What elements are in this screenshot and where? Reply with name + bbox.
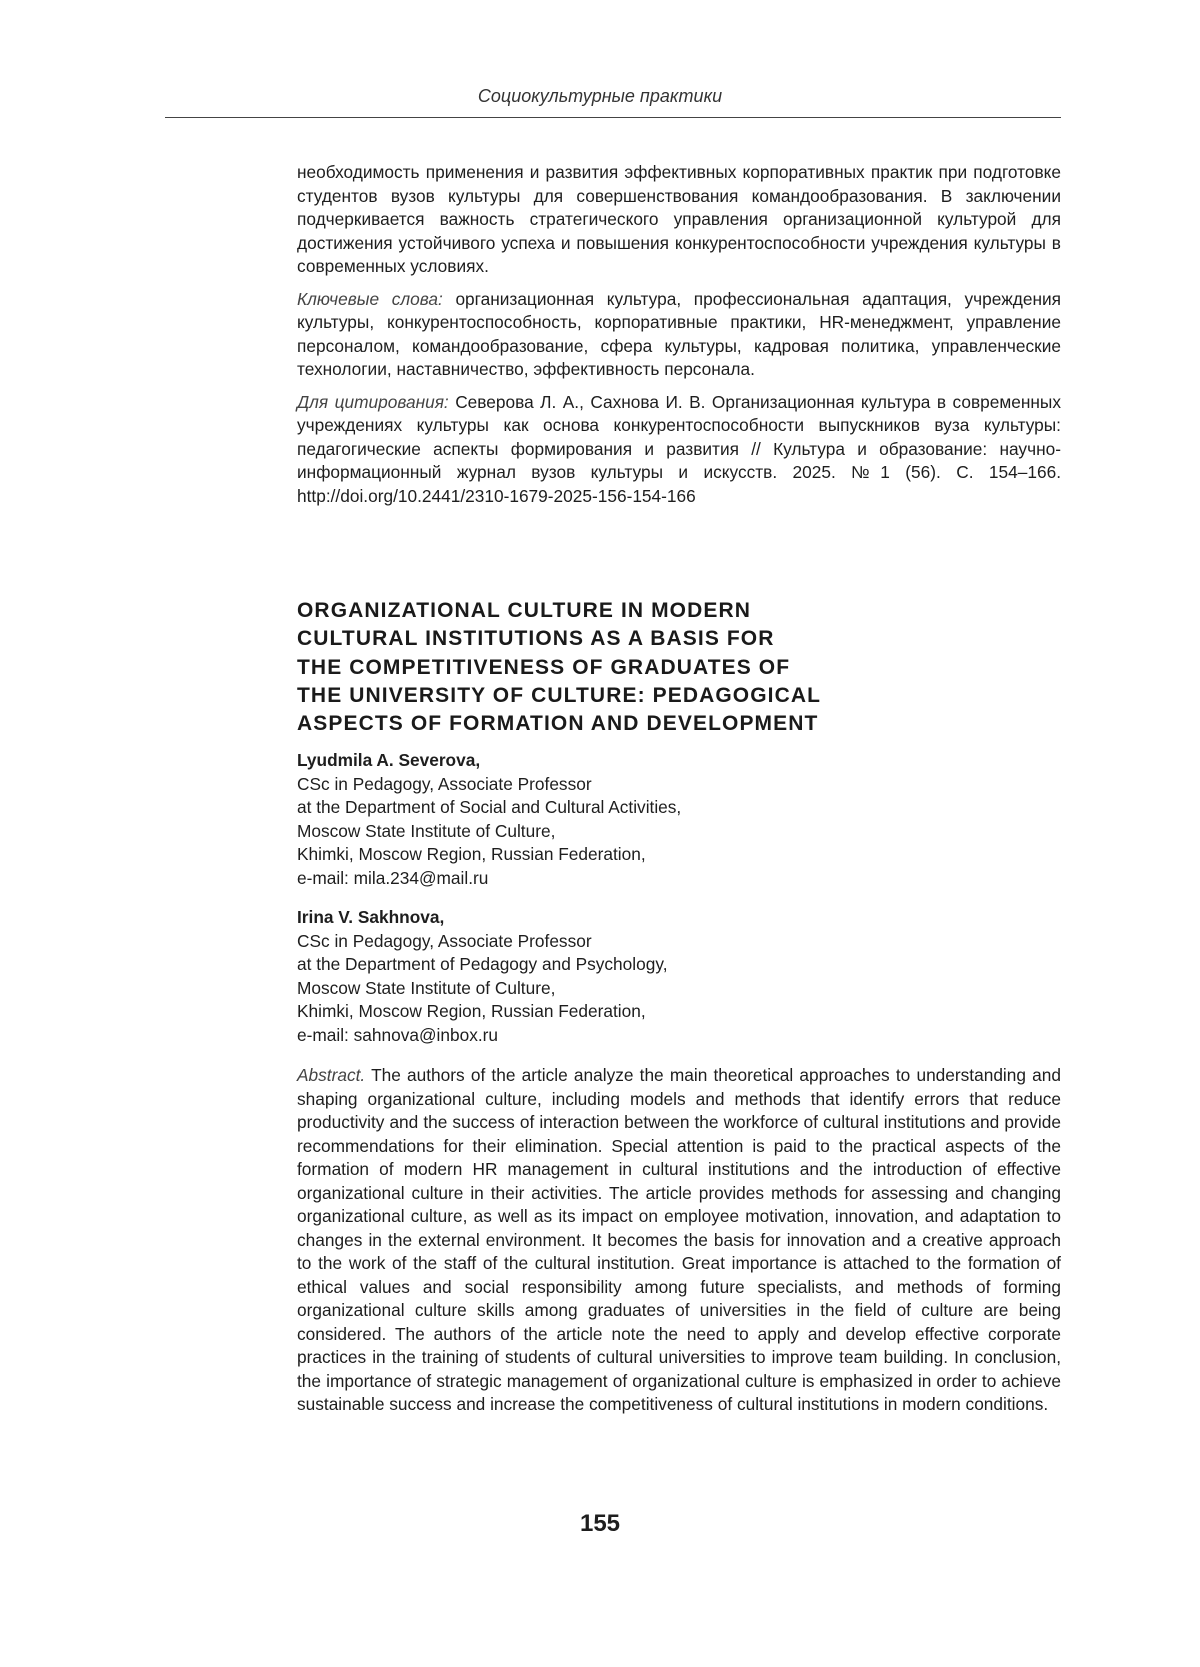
abstract-label: Abstract. [297, 1065, 366, 1085]
title-line: ORGANIZATIONAL CULTURE IN MODERN [297, 599, 752, 622]
author-location: Khimki, Moscow Region, Russian Federation, [297, 844, 646, 864]
author-institution: Moscow State Institute of Culture, [297, 977, 556, 998]
running-title: Социокультурные практики [477, 86, 723, 106]
author-department: at the Department of Social and Cultural Activities, [297, 797, 682, 817]
citation-text: Северова Л. А., Сахнова И. В. Организационная культура в современных учреждениях культуры как основа конкурентоспособности выпускников вуза культуры: педагогические аспекты формирования и развития // Культура и образование: научно-информационный журнал вузов культуры и искусств. 2025. №1 (56). С. 154–166. http://doi.org/10.2441/2310-1679-2025-156-154-166 [297, 391, 1061, 506]
title-line: THE UNIVERSITY OF CULTURE: PEDAGOGICAL [297, 683, 822, 707]
author-name: Irina V. Sakhnova, [297, 907, 445, 927]
russian-abstract-continuation: необходимость применения и развития эффективных корпоративных практик при подготовке студентов вузов культуры для совершенствования командообразования. В заключении подчеркивается важность стратегического управления организационной культурой для достижения устойчивого успеха и повышения конкурентоспособности учреждения культуры в современных условиях. [297, 162, 1061, 276]
author-email: e-mail: sahnova@inbox.ru [297, 1024, 499, 1045]
page-number: 155 [579, 1510, 621, 1537]
author-degree: CSc in Pedagogy, Associate Professor [297, 930, 592, 951]
author-block-sakhnova [297, 906, 1061, 1047]
title-line: THE COMPETITIVENESS OF GRADUATES OF [297, 655, 791, 679]
author-email: e-mail: mila.234@mail.ru [297, 867, 489, 888]
english-article-title [297, 597, 897, 738]
keywords-label: Ключевые слова: [297, 288, 443, 309]
citation-paragraph [297, 391, 1061, 509]
keywords-paragraph [297, 288, 1061, 382]
author-department: at the Department of Pedagogy and Psychology, [297, 954, 668, 974]
author-block-severova [297, 749, 1061, 890]
author-name: Lyudmila A. Severova, [297, 750, 481, 770]
author-institution: Moscow State Institute of Culture, [297, 820, 556, 841]
author-location: Khimki, Moscow Region, Russian Federation, [297, 1001, 646, 1021]
author-degree: CSc in Pedagogy, Associate Professor [297, 773, 592, 794]
english-abstract [297, 1064, 1061, 1417]
abstract-text: The authors of the article analyze the main theoretical approaches to understanding and shaping organizational culture, including models and methods that identify errors that reduce productivity and the success of interaction between the workforce of cultural institutions and provide recommendations for their elimination. Special attention is paid to the practical aspects of the formation of modern HR management in cultural institutions and the introduction of effective organizational culture in their activities. The article provides methods for assessing and changing organizational culture, as well as its impact on employee motivation, innovation, and adaptation to changes in the external environment. It becomes the basis for innovation and a creative approach to the work of the staff of the cultural institution. Great importance is attached to the formation of ethical values and social responsibility among future specialists, and methods of forming organizational culture skills among graduates of universities in the field of culture are being considered. The authors of the article note the need to apply and develop effective corporate practices in the training of students of cultural universities to improve team building. In conclusion, the importance of strategic management of organizational culture is emphasized in order to achieve sustainable success and increase the competitiveness of cultural institutions in modern conditions. [297, 1065, 1062, 1414]
title-line: ASPECTS OF FORMATION AND DEVELOPMENT [297, 712, 819, 736]
keywords-text: организационная культура, профессиональная адаптация, учреждения культуры, конкурентоспособность, корпоративные практики, HR-менеджмент, управление персоналом, командообразование, сфера культуры, кадровая политика, управленческие технологии, наставничество, эффективность персонала. [297, 288, 1062, 379]
header-divider [165, 117, 1061, 118]
russian-abstract-block [297, 161, 1061, 508]
citation-label: Для цитирования: [297, 391, 449, 412]
title-line: CULTURAL INSTITUTIONS AS A BASIS FOR [297, 627, 775, 651]
